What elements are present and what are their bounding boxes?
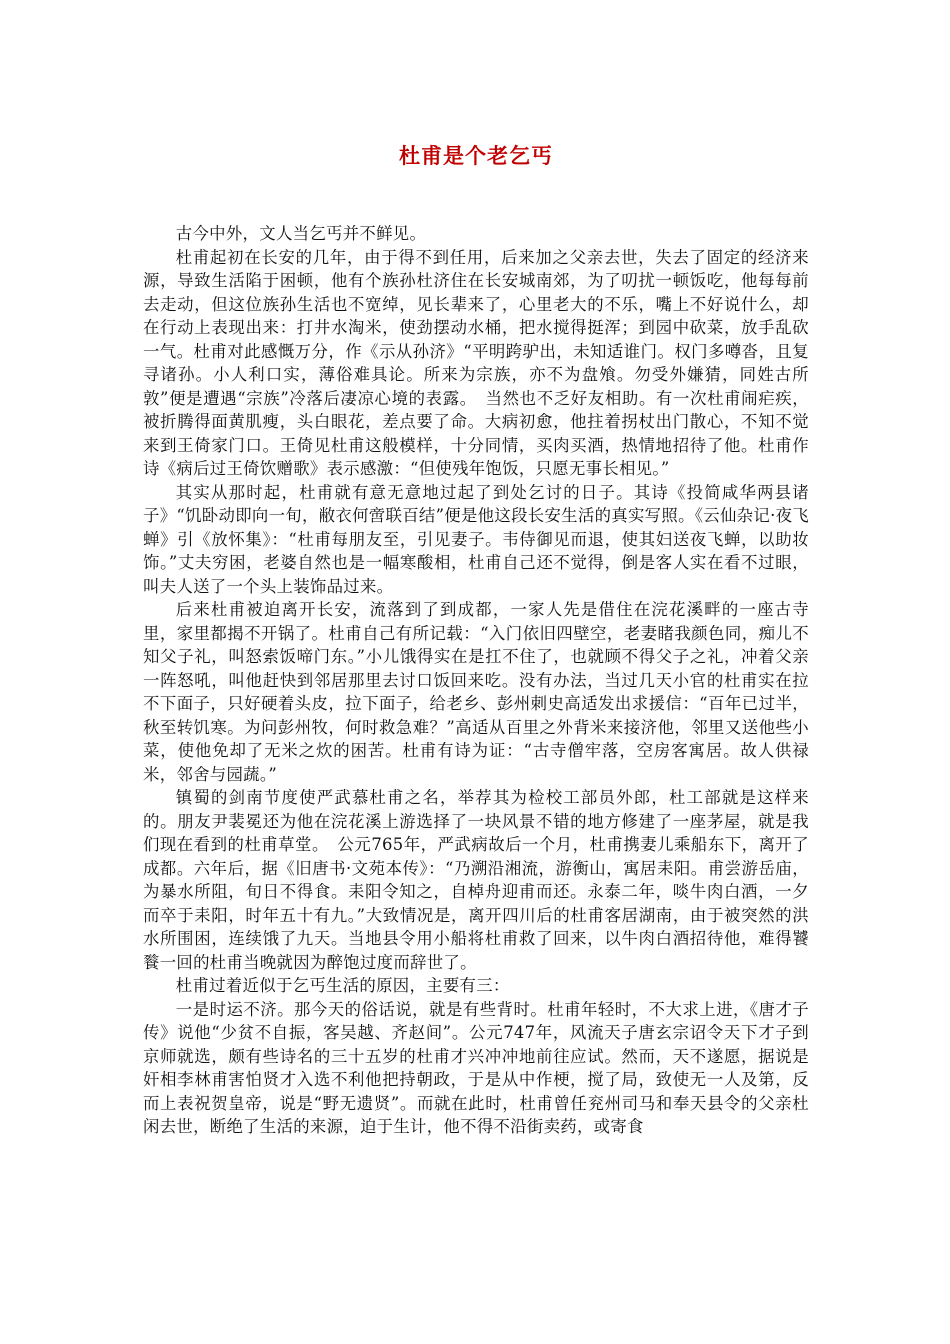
paragraph-3: 其实从那时起，杜甫就有意无意地过起了到处乞讨的日子。其诗《投简咸华两县诸子》“饥卧动即向一旬，敝衣何啻联百结”便是他这段长安生活的真实写照。《云仙杂记·夜飞蝉》引《放怀集》：“杜甫每朋友至，引见妻子。韦侍御见而退，使其妇送夜飞蝉，以助妆饰。”丈夫穷困，老婆自然也是一幅寒酸相，杜甫自己还不觉得，倒是客人实在看不过眼，叫夫人送了一个头上装饰品过来。 [143, 482, 809, 596]
document-page [143, 138, 809, 1139]
paragraph-6: 杜甫过着近似于乞丐生活的原因，主要有三： [175, 976, 510, 995]
paragraph-1: 古今中外，文人当乞丐并不鲜见。 [175, 224, 427, 243]
article-title: 杜甫是个老乞丐 [399, 144, 553, 168]
paragraph-5: 镇蜀的剑南节度使严武慕杜甫之名，举荐其为检校工部员外郎，杜工部就是这样来的。朋友尹裴冕还为他在浣花溪上游选择了一块风景不错的地方修建了一座茅屋，就是我们现在看到的杜甫草堂。 公元765年，严武病故后一个月，杜甫携妻儿乘船东下，离开了成都。六年后，据《旧唐书·文苑本传》：“乃溯沿湘流，游衡山，寓居耒阳。甫尝游岳庙，为暴水所阻，旬日不得食。耒阳令知之，自棹舟迎甫而还。永泰二年，啖牛肉白酒，一夕而卒于耒阳，时年五十有九。”大致情况是，离开四川后的杜甫客居湖南，由于被突然的洪水所围困，连续饿了九天。当地县令用小船将杜甫救了回来，以牛肉白酒招待他，难得饕餮一回的杜甫当晚就因为醉饱过度而辞世了。 [143, 788, 809, 972]
article-body [143, 222, 809, 1139]
paragraph-4: 后来杜甫被迫离开长安，流落到了到成都，一家人先是借住在浣花溪畔的一座古寺里，家里都揭不开锅了。杜甫自己有所记载：“入门依旧四壁空，老妻睹我颜色同，痴儿不知父子礼，叫怒索饭啼门东。”小儿饿得实在是扛不住了，也就顾不得父子之礼，冲着父亲一阵怒吼，叫他赶快到邻居那里去讨口饭回来吃。没有办法，当过几天小官的杜甫实在拉不下面子，只好硬着头皮，拉下面子，给老乡、彭州刺史高适发出求援信：“百年已过半，秋至转饥寒。为问彭州牧，何时救急难？”高适从百里之外背米来接济他，邻里又送他些小菜，使他免却了无米之炊的困苦。杜甫有诗为证：“古寺僧牢落，空房客寓居。故人供禄米，邻舍与园蔬。” [143, 600, 809, 784]
paragraph-2: 杜甫起初在长安的几年，由于得不到任用，后来加之父亲去世，失去了固定的经济来源，导致生活陷于困顿，他有个族孙杜济住在长安城南郊，为了叨扰一顿饭吃，他每每前去走动，但这位族孙生活也不宽绰，见长辈来了，心里老大的不乐，嘴上不好说什么，却在行动上表现出来：打井水淘米，使劲摆动水桶，把水搅得挺浑；到园中砍菜，放手乱砍一气。杜甫对此感慨万分，作《示从孙济》“平明跨驴出，未知适谁门。权门多噂沓，且复寻诸孙。小人利口实，薄俗难具论。所来为宗族，亦不为盘飧。勿受外嫌猜，同姓古所敦”便是遭遇“宗族”冷落后凄凉心境的表露。 当然也不乏好友相助。有一次杜甫闹疟疾，被折腾得面黄肌瘦，头白眼花，差点要了命。大病初愈，他拄着拐杖出门散心，不知不觉来到王倚家门口。王倚见杜甫这般模样，十分同情，买肉买酒，热情地招待了他。杜甫作诗《病后过王倚饮赠歌》表示感激：“但使残年饱饭，只愿无事长相见。” [143, 247, 809, 478]
paragraph-7: 一是时运不济。那今天的俗话说，就是有些背时。杜甫年轻时，不大求上进，《唐才子传》说他“少贫不自振，客吴越、齐赵间”。公元747年，风流天子唐玄宗诏令天下才子到京师就选，颇有些诗名的三十五岁的杜甫才兴冲冲地前往应试。然而，天不遂愿，据说是奸相李林甫害怕贤才入选不利他把持朝政，于是从中作梗，搅了局，致使无一人及第，反而上表祝贺皇帝，说是“野无遗贤”。而就在此时，杜甫曾任兖州司马和奉天县令的父亲杜闲去世，断绝了生活的来源，迫于生计，他不得不沿街卖药，或寄食 [143, 999, 809, 1136]
